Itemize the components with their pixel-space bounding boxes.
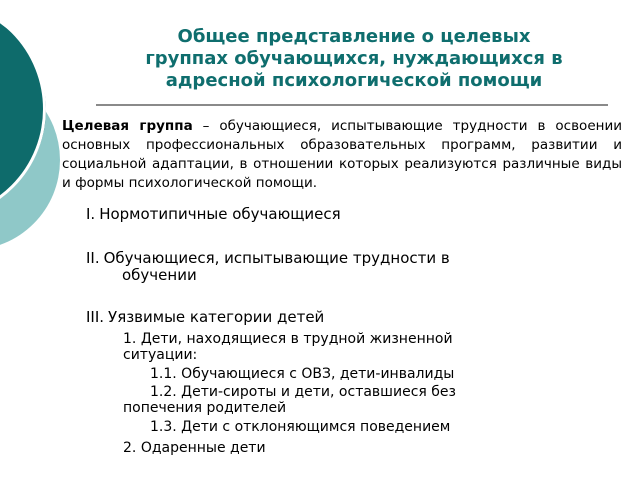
subitem-text: Дети-сироты и дети, оставшиеся без	[181, 384, 456, 400]
category-text: Уязвимые категории детей	[108, 308, 325, 326]
subitem-1-1	[150, 366, 530, 382]
subitem-number: 1.1.	[150, 366, 177, 382]
slide-title	[96, 26, 612, 92]
category-text: Нормотипичные обучающиеся	[99, 205, 341, 223]
title-line: адресной психологической помощи	[165, 70, 543, 91]
subitem-text-continuation: попечения родителей	[123, 400, 287, 416]
subitem-text: Дети с отклоняющимся поведением	[181, 419, 451, 435]
definition-paragraph	[62, 117, 622, 193]
definition-text: – обучающиеся, испытывающие трудности в освоении основных профессиональных образовательных программ, развитии и социальной адаптации, в отношении которых реализуются различные виды и формы психологической помощи.	[62, 118, 622, 191]
definition-term: Целевая группа	[62, 118, 193, 134]
subitem-1-3	[150, 419, 530, 435]
category-number: II.	[86, 249, 100, 267]
category-text: Обучающиеся, испытывающие трудности в	[103, 249, 450, 267]
subitem-2	[123, 440, 503, 456]
category-text-continuation: обучении	[122, 266, 197, 284]
category-item-2	[86, 250, 516, 284]
subitem-text-continuation: ситуации:	[123, 347, 198, 363]
category-number: III.	[86, 308, 105, 326]
category-item-1	[86, 206, 516, 223]
category-item-3	[86, 309, 516, 326]
title-line: группах обучающихся, нуждающихся в	[145, 48, 563, 69]
subitem-number: 2.	[123, 440, 137, 456]
subitem-number: 1.3.	[150, 419, 177, 435]
subitem-1-2	[123, 384, 543, 416]
subitem-1	[123, 331, 523, 363]
subitem-text: Одаренные дети	[140, 440, 266, 456]
subitem-text: Обучающиеся с ОВЗ, дети-инвалиды	[181, 366, 455, 382]
category-number: I.	[86, 205, 96, 223]
subitem-text: Дети, находящиеся в трудной жизненной	[140, 331, 453, 347]
title-divider	[96, 104, 608, 106]
subitem-number: 1.	[123, 331, 137, 347]
title-line: Общее представление о целевых	[177, 26, 531, 47]
subitem-number: 1.2.	[150, 384, 177, 400]
